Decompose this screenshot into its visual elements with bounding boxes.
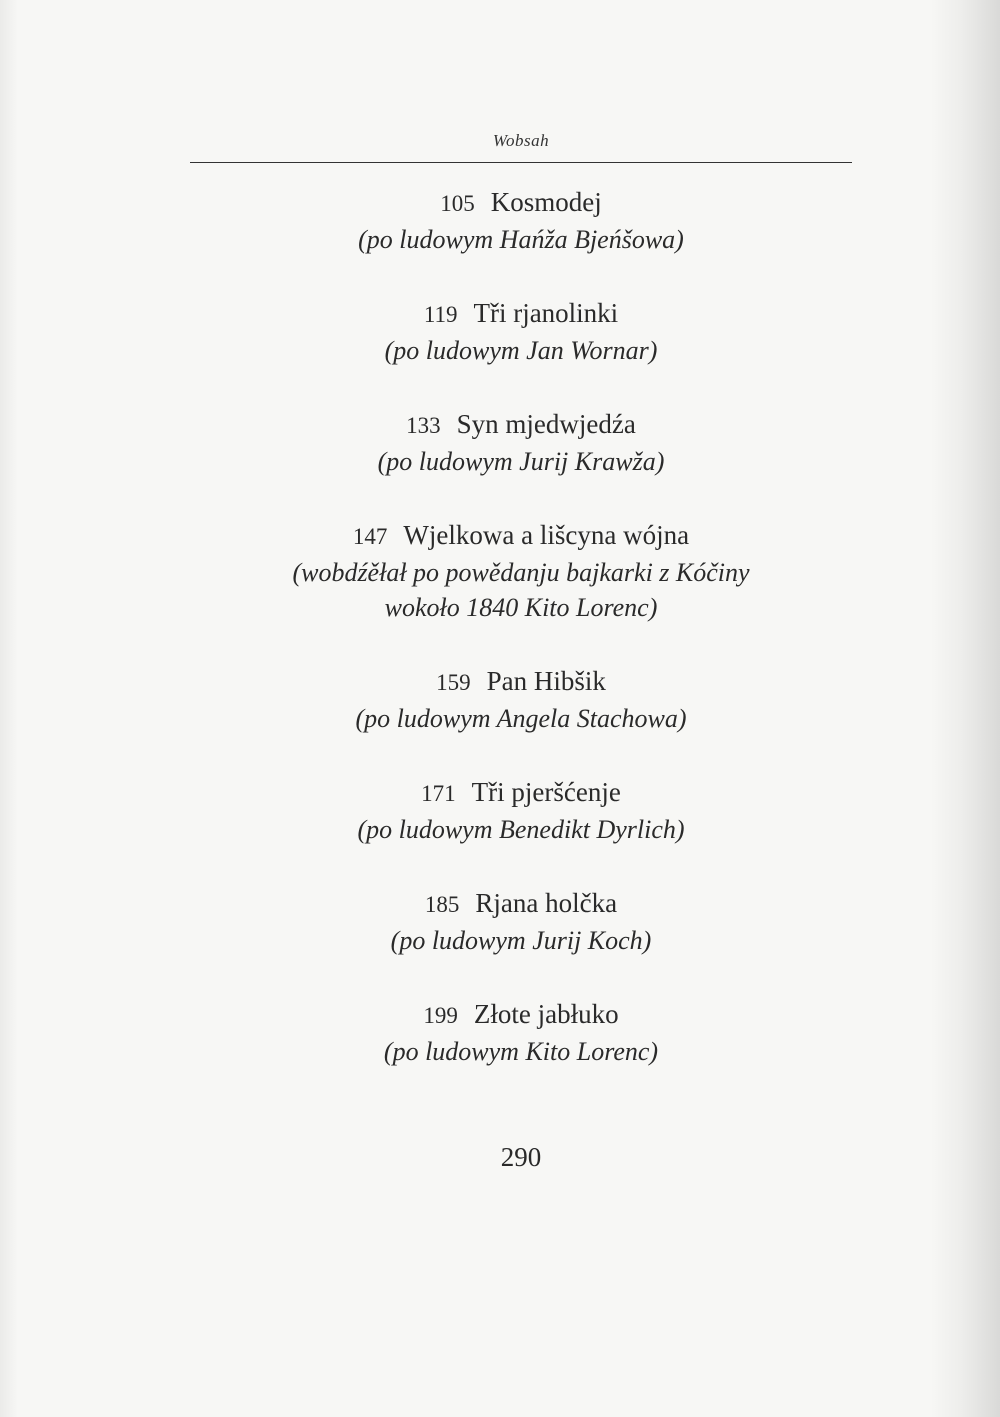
toc-note: (po ludowym Jan Wornar) <box>384 336 658 365</box>
toc-title: Wjelkowa a lišcyna wójna <box>403 520 690 550</box>
running-head: Wobsah <box>492 131 550 150</box>
toc-entry <box>190 406 852 479</box>
toc-entry <box>190 663 852 736</box>
toc-title: Złote jabłuko <box>473 999 619 1029</box>
toc-entry <box>190 517 852 625</box>
toc-note-continued: wokoło 1840 Kito Lorenc) <box>384 593 658 622</box>
toc-entry <box>190 184 852 257</box>
toc-entry <box>190 885 852 958</box>
toc-entry-heading <box>190 517 852 555</box>
toc-page-number: 199 <box>423 1003 458 1028</box>
toc-note: (wobdźěłał po powědanju bajkarki z Kóčiny <box>292 558 750 587</box>
toc-page-number: 133 <box>406 413 441 438</box>
page-gutter-shadow <box>930 0 1000 1417</box>
toc-entry-heading <box>190 885 852 923</box>
toc-title: Tři rjanolinki <box>473 298 619 328</box>
toc-note: (po ludowym Angela Stachowa) <box>355 704 687 733</box>
page-edge-shadow-left <box>0 0 18 1417</box>
toc-entry-heading <box>190 184 852 222</box>
toc-title: Tři pjeršćenje <box>471 777 621 807</box>
page-number-folio: 290 <box>500 1142 542 1172</box>
toc-title: Rjana holčka <box>475 888 618 918</box>
toc-entry-heading <box>190 774 852 812</box>
toc-entry <box>190 295 852 368</box>
toc-note: (po ludowym Jurij Koch) <box>390 926 652 955</box>
toc-page-number: 147 <box>352 524 388 549</box>
toc-title: Syn mjedwjedźa <box>456 409 636 439</box>
toc-entry-heading <box>190 295 852 333</box>
toc-page-number: 119 <box>423 302 458 327</box>
toc-page-number: 105 <box>440 191 475 216</box>
toc-page-number: 185 <box>424 892 460 917</box>
toc-note: (po ludowym Benedikt Dyrlich) <box>357 815 685 844</box>
toc-entry-heading <box>190 406 852 444</box>
toc-note: (po ludowym Kito Lorenc) <box>383 1037 659 1066</box>
table-of-contents <box>190 184 852 1107</box>
toc-title: Kosmodej <box>490 187 602 217</box>
header-rule <box>190 162 852 163</box>
toc-note: (po ludowym Jurij Krawža) <box>377 447 665 476</box>
toc-entry <box>190 774 852 847</box>
toc-entry-heading <box>190 663 852 701</box>
toc-note: (po ludowym Hańža Bjeńšowa) <box>358 225 684 254</box>
toc-entry-heading <box>190 996 852 1034</box>
toc-page-number: 171 <box>421 781 456 806</box>
toc-page-number: 159 <box>436 670 471 695</box>
toc-entry <box>190 996 852 1069</box>
toc-title: Pan Hibšik <box>486 666 606 696</box>
